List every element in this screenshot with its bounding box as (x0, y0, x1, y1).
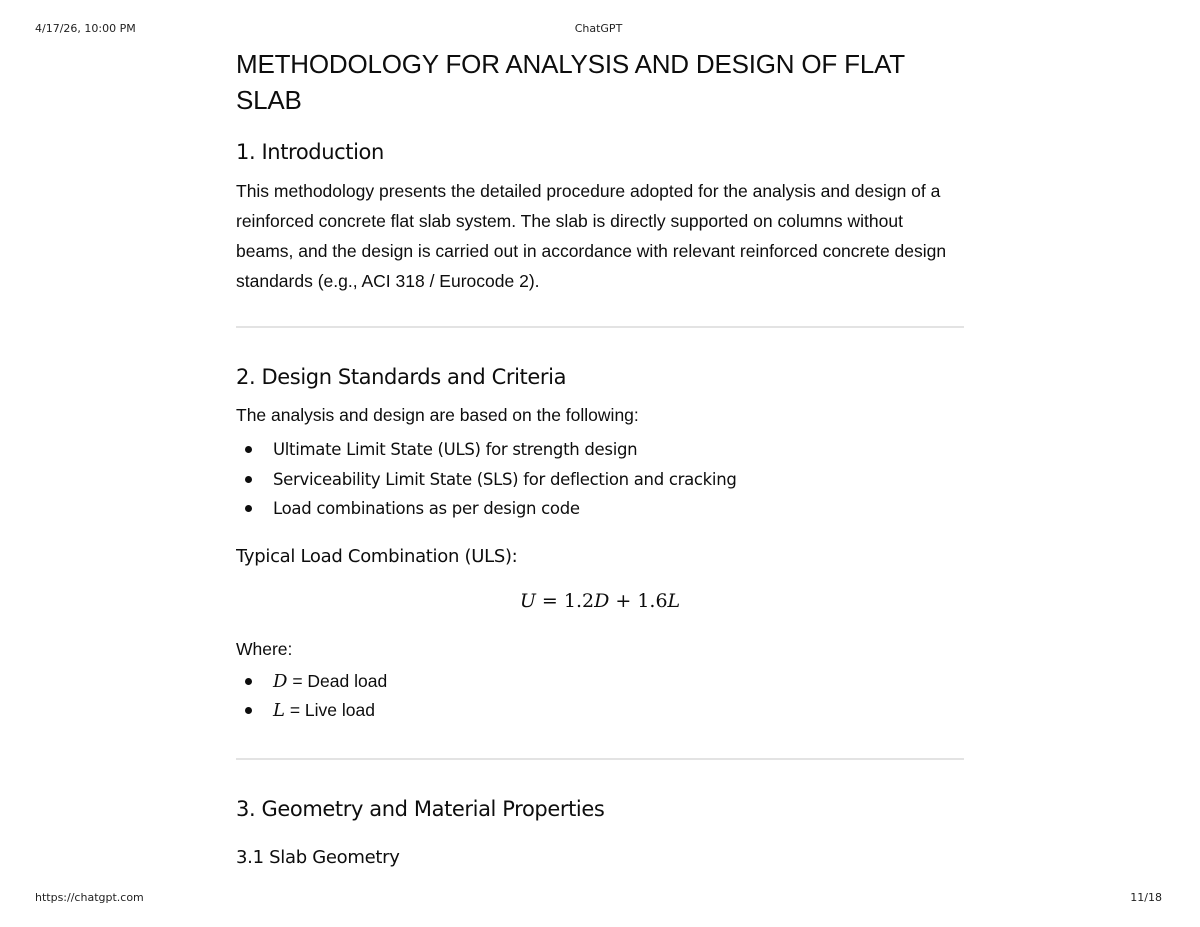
document-title: METHODOLOGY FOR ANALYSIS AND DESIGN OF FLAT SLAB (236, 49, 905, 115)
section-divider (236, 758, 964, 760)
criteria-list (236, 435, 964, 524)
print-header (35, 22, 1162, 38)
list-item: Ultimate Limit State (ULS) for strength design (236, 435, 964, 465)
standards-intro: The analysis and design are based on the following: (236, 405, 639, 425)
subsection-heading-slab-geometry: 3.1 Slab Geometry (236, 846, 400, 868)
bullet-icon (245, 678, 252, 685)
definitions-list (236, 667, 964, 726)
print-url: https://chatgpt.com (35, 891, 144, 904)
section-heading-geometry: 3. Geometry and Material Properties (236, 796, 605, 821)
document-content (236, 44, 964, 876)
load-combination-equation: U = 1.2D + 1.6L (519, 589, 681, 612)
introduction-paragraph: This methodology presents the detailed procedure adopted for the analysis and design of a reinforced concrete flat slab system. The slab is directly supported on columns without beams, and the design is carried out in accordance with relevant reinforced concrete design standards (e.g., ACI 318 / Eurocode 2). (236, 181, 947, 291)
list-item: Load combinations as per design code (236, 494, 964, 524)
section-heading-introduction: 1. Introduction (236, 140, 384, 164)
list-item: D = Dead load (236, 667, 964, 697)
section-divider (236, 326, 964, 328)
bullet-icon (245, 707, 252, 714)
list-item: Serviceability Limit State (SLS) for deflection and cracking (236, 465, 964, 495)
load-combination-heading: Typical Load Combination (ULS): (236, 545, 518, 567)
bullet-icon (245, 476, 252, 483)
section-heading-standards: 2. Design Standards and Criteria (236, 365, 567, 389)
bullet-icon (245, 446, 252, 453)
where-label: Where: (236, 638, 293, 659)
print-page-title: ChatGPT (574, 22, 623, 35)
print-datetime: 4/17/26, 10:00 PM (35, 22, 136, 35)
page-number: 11/18 (1130, 891, 1162, 904)
list-item: L = Live load (236, 696, 964, 726)
bullet-icon (245, 505, 252, 512)
print-footer (35, 891, 1162, 907)
